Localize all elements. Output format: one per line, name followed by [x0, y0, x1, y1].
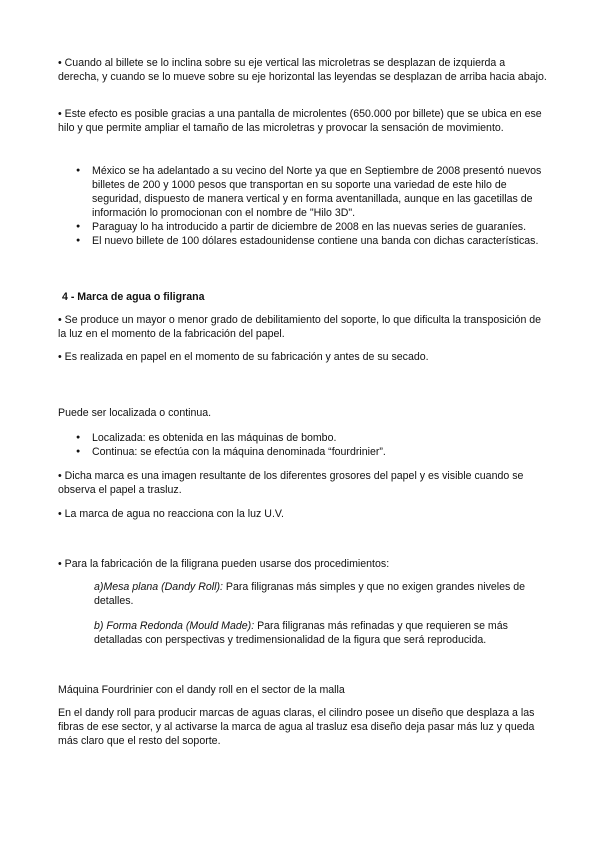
procedure-b-label: b) Forma Redonda (Mould Made): — [94, 620, 255, 632]
list-item: ● México se ha adelantado a su vecino del Norte ya que en Septiembre de 2008 presentó nuevos billetes de 200 y 1000 pesos que transportan en su soporte una variedad de este hilo de seguridad, dispuesto de manera vertical y en forma aventanillada, aunque en las gacetillas de información lo promocionan con el nombre de "Hilo 3D". — [76, 164, 551, 220]
paragraph-debilitamiento: • Se produce un mayor o menor grado de debilitamiento del soporte, lo que dificulta la transposición de la luz en el momento de la fabricación del papel. — [58, 314, 542, 340]
list-item: ● Localizada: es obtenida en las máquinas de bombo. — [76, 431, 551, 445]
paragraph-uv: • La marca de agua no reacciona con la luz U.V. — [58, 508, 284, 520]
procedure-a-text: Para filigranas más simples y que no exigen grandes niveles de detalles. — [94, 581, 526, 607]
procedure-b-text: Para filigranas más refinadas y que requieren se más detalladas con perspectivas y tredimensionalidad de la figura que será reproducida. — [94, 620, 508, 646]
paragraph-realizada: • Es realizada en papel en el momento de su fabricación y antes de su secado. — [58, 351, 429, 363]
paragraph-localizada: Puede ser localizada o continua. — [58, 407, 212, 419]
list-item: ● El nuevo billete de 100 dólares estadounidense contiene una banda con dichas características. — [76, 234, 551, 248]
paragraph-procedimientos: • Para la fabricación de la filigrana pueden usarse dos procedimientos: — [58, 558, 390, 570]
paragraph-dandy-roll: En el dandy roll para producir marcas de aguas claras, el cilindro posee un diseño que desplaza a las fibras de ese sector, y al activarse la marca de agua al trasluz esa diseño deja pasar más luz y queda más claro que el resto del soporte. — [58, 707, 535, 747]
list-item: ● Paraguay lo ha introducido a partir de diciembre de 2008 en las nuevas series de guaraníes. — [76, 220, 551, 234]
list-item: ● Continua: se efectúa con la máquina denominada “fourdrinier”. — [76, 445, 551, 459]
procedure-b — [94, 619, 548, 647]
paragraph-microlentes: • Este efecto es posible gracias a una pantalla de microlentes (650.000 por billete) que se ubica en ese hilo y que permite ampliar el tamaño de las microletras y provocar la sensación de movimiento. — [58, 108, 542, 134]
section-heading: 4 - Marca de agua o filigrana — [62, 291, 205, 303]
procedure-a-label: a)Mesa plana (Dandy Roll): — [94, 581, 223, 593]
country-list — [76, 164, 551, 248]
procedure-a — [94, 580, 548, 608]
paragraph-grosores: • Dicha marca es una imagen resultante de los diferentes grosores del papel y es visible cuando se observa el papel a trasluz. — [58, 470, 524, 496]
type-list — [76, 431, 551, 459]
paragraph-microletras: • Cuando al billete se lo inclina sobre su eje vertical las microletras se desplazan de izquierda a derecha, y cuando se lo mueve sobre su eje horizontal las leyendas se desplazan de arriba hacia abajo. — [58, 57, 547, 83]
paragraph-fourdrinier-caption: Máquina Fourdrinier con el dandy roll en el sector de la malla — [58, 684, 345, 696]
